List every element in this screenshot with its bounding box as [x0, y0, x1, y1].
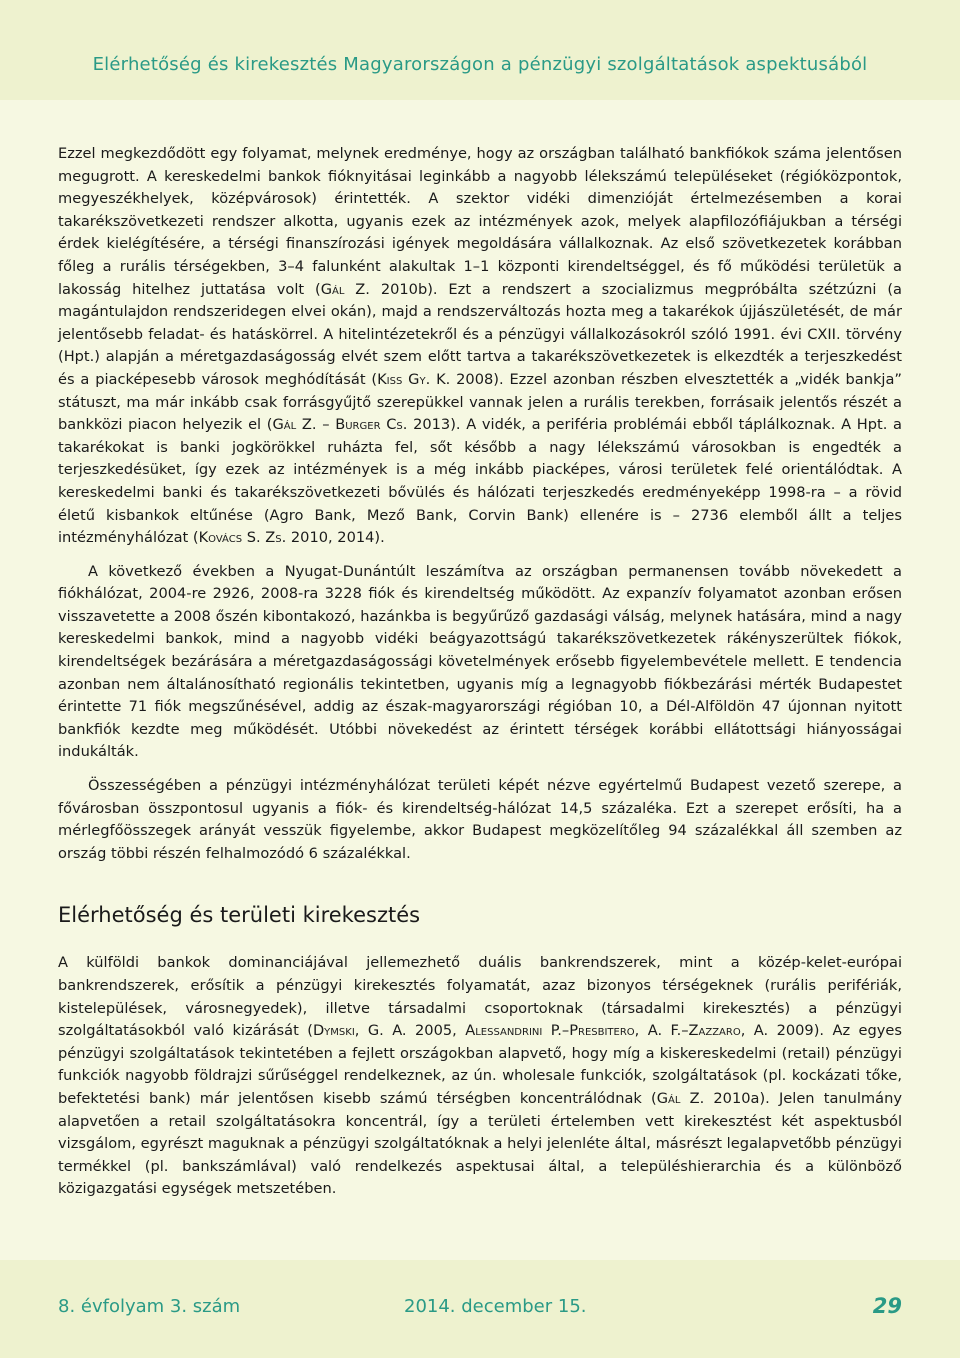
paragraph-text: Ezzel megkezdődött egy folyamat, melynek eredménye, hogy az országban található bankfiókok száma jelentősen megugrott. A kereskedelmi bankok fióknyitásai leginkább a nagyobb lélekszámú településeket (régióközpontok, megyeszékhelyek, középvárosok) érintették. A szektor vidéki dimenzióját értelmezésemben a korai takarékszövetkezeti rendszer alkotta, ugyanis ezek az intézmények azok, melyek alapfilozófiájukban a térségi érdek kielégítésére, a térségi finanszírozási igények megoldására vállalkoznak. Az első szövetkezetek korábban főleg a rurális térségekben, 3–4 falunként alakultak 1–1 központi kirendeltséggel, és fő működési területük a lakosság hitelhez juttatása volt ( [58, 145, 902, 298]
citation-author: Dymski, G. A. [312, 1022, 407, 1040]
paragraph-text: 2010a). Jelen tanulmány alapvetően a retail szolgáltatásokra koncentrál, így a területi értelemben vett kirekesztést két aspektusból vizsgálom, egyrészt maguknak a pénzügyi szolgáltatóknak a helyi jelenléte által, másrészt legalapvetőbb pénzügyi termékkel (pl. bankszámlával) való rendelkezés aspektusai által, a településhierarchia és a különböző közigazgatási egységek metszetében. [58, 1089, 902, 1198]
section-heading: Elérhetőség és területi kirekesztés [58, 903, 421, 928]
paragraph-text: A külföldi bankok dominanciájával jellemezhető duális bankrendszerek, mint a közép-kelet-európai bankrendszerek, erősítik a pénzügyi kirekesztés folyamatát, azaz bizonyos térségeknek (rurális perifériák, kistelepülések, városnegyedek), illetve társadalmi csoportoknak (társadalmi kirekesztés) a pénzügyi szolgáltatásokból való kizárását ( [58, 954, 902, 1040]
citation-author: Gál Z. [320, 280, 370, 298]
footer-date: 2014. december 15. [404, 1296, 587, 1317]
paragraph-text: 2013). A vidék, a periféria problémái ebből táplálkoznak. A Hpt. a takarékokat is banki jogkörökkel ruházta fel, sőt később a nagy lélekszámú városokban is engedték a terjeszkedésüket, így ezek az intézmények is a még inkább piacképes, városi területek felé orientálódtak. A kereskedelmi banki és takarékszövetkezeti bővülés és hálózati terjeszkedés eredményeképp 1998-ra – a rövid életű kisbankok eltűnése (Agro Bank, Mező Bank, Corvin Bank) ellenére is – 2736 elemből állt a teljes intézményhálózat ( [58, 416, 902, 547]
page-number: 29 [872, 1294, 902, 1318]
header-band [0, 0, 960, 100]
paragraph-text: 2009). Az egyes pénzügyi szolgáltatások tekintetében a fejlett országokban alapvető, hogy míg a kiskereskedelmi (retail) pénzügyi funkciók nagyobb földrajzi sűrűséggel rendelkeznek, az ún. wholesale funkciók, szolgáltatások (pl. kockázati tőke, befektetési bank) már jelentősen kisebb számú térségben koncentrálódnak ( [58, 1022, 903, 1107]
footer-volume: 8. évfolyam 3. szám [58, 1296, 241, 1317]
paragraph-text: 2005, [406, 1022, 466, 1040]
citation-author: Kovács S. Zs. [198, 529, 287, 547]
citation-author: Gál Z. [656, 1089, 705, 1107]
paragraph-1 [58, 143, 902, 550]
paragraph-text: 2010b). Ezt a rendszert a szocializmus megpróbálta szétzúzni (a magántulajdon rendszeridegen elvei okán), majd a rendszerváltozás hozta meg a takarékok újjászületését, de már jelentősebb feladat- és hatáskörrel. A hitelintézetekről és a pénzügyi vállalkozásokról szóló 1991. évi CXII. törvény (Hpt.) alapján a méretgazdaságosság elvét szem előtt tartva a takarékszövetkezetek is elkezdték a terjeszkedést és a piacképesebb városok meghódítását ( [58, 280, 902, 388]
paragraph-3: Összességében a pénzügyi intézményhálózat területi képét nézve egyértelmű Budapest vezető szerepe, a fővárosban összpontosul ugyanis a fiók- és kirendeltség-hálózat 14,5 százaléka. Ezt a szerepet erősíti, ha a mérlegfőösszegek arányát vesszük figyelembe, akkor Budapest megközelítőleg 94 százalékkal áll szemben az ország többi részén felhalmozódó 6 százalékkal. [58, 777, 902, 862]
running-header: Elérhetőség és kirekesztés Magyarországon a pénzügyi szolgáltatások aspektusából [92, 54, 868, 75]
paragraph-2: A következő években a Nyugat-Dunántúlt leszámítva az országban permanensen tovább növekedett a fiókhálózat, 2004-re 2926, 2008-ra 3228 fiók és kirendeltség működött. Az expanzív folyamatot azonban erősen visszavetette a 2008 őszén kibontakozó, hazánkba is begyűrűző gazdasági válság, melynek hatására, mind a nagy kereskedelmi bankok, mind a nagyobb vidéki beágyazottságú takarékszövetkezetek rákényszerültek fiókok, kirendeltségek bezárására a méretgazdaságossági követelmények erősebb figyelembevétele mellett. E tendencia azonban nem általánosítható regionális tekintetben, ugyanis míg a legnagyobb fiókbezárási mérték Budapestet érintette 71 fiók megszűnésével, addig az észak-magyarországi régióban 10, a Dél-Alföldön 47 újonnan nyitott bankfiók kezdte meg működését. Utóbbi növekedést az érintett térségek korábbi ellátottsági hiányosságai indukálták. [58, 562, 902, 761]
paragraph-4 [58, 952, 902, 1201]
paragraph-text: 2008). Ezzel azonban részben elvesztették a „vidék bankja” státuszt, ma már inkább csak forrásgyűjtő szerepükkel vannak jelen a rurális terekben, forrásaik jelentős részét a bankközi piacon helyezik el ( [58, 370, 902, 434]
citation-author: Alessandrini P.–Presbitero, A. F.–Zazzaro, A. [465, 1022, 769, 1040]
citation-author: Gál Z. – Burger Cs. [272, 416, 408, 434]
paragraph-text: 2010, 2014). [286, 529, 385, 547]
citation-author: Kiss Gy. K. [377, 370, 451, 388]
article-body [58, 143, 902, 1201]
